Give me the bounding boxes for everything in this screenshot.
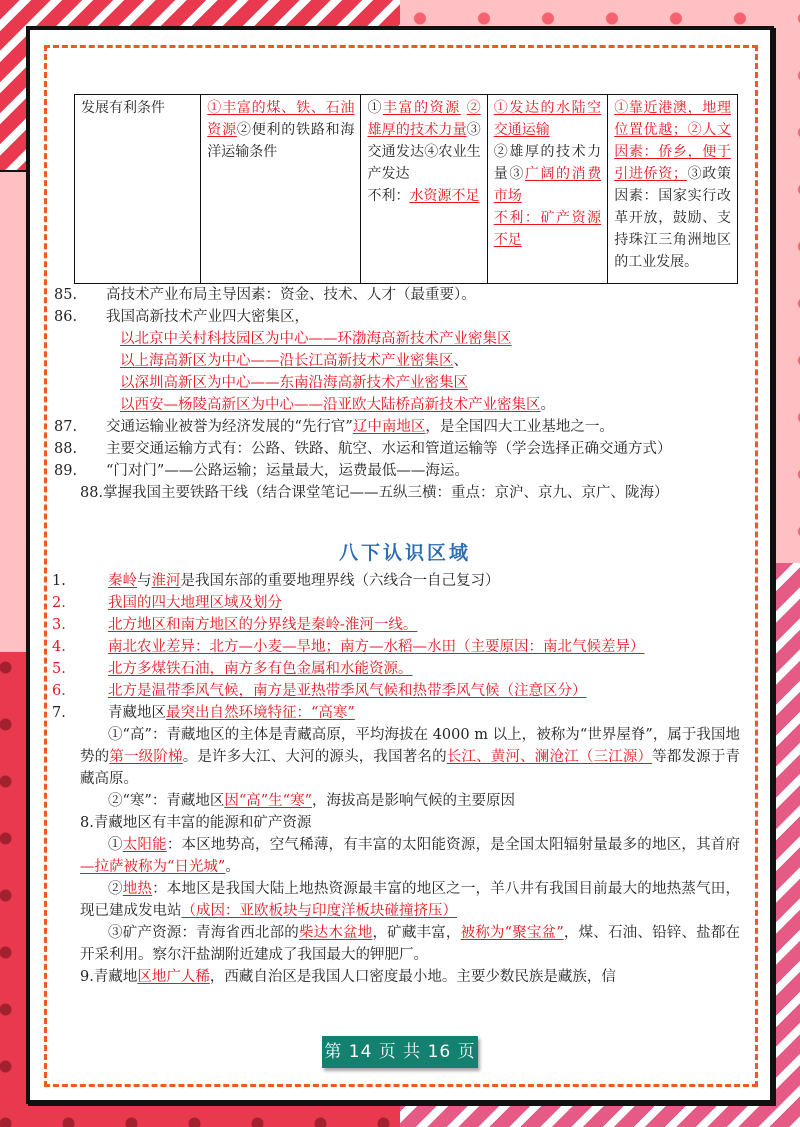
item-text: ②“寒”：青藏地区: [108, 793, 225, 809]
red-highlight: 淮河: [151, 573, 181, 589]
table-cell-4: [608, 95, 738, 284]
red-highlight: 北方地区和南方地区的分界线是秦岭-淮河一线。: [108, 617, 418, 633]
red-highlight: 因“高”生“寒”: [224, 793, 312, 809]
region-item-1: [52, 570, 740, 592]
red-highlight: 南北农业差异：北方—小麦—旱地；南方—水稻—水田（主要原因：南北气候差异）: [108, 639, 645, 655]
region-item-2: [52, 592, 740, 614]
item-number: 3.: [52, 617, 66, 633]
red-highlight: 秦岭: [108, 573, 137, 589]
red-highlight: （成因：亚欧板块与印度洋板块碰撞挤压）: [181, 903, 457, 919]
red-highlight: 以北京中关村科技园区为中心——环渤海高新技术产业密集区: [120, 331, 512, 347]
region-item-3: [52, 614, 740, 636]
item-text: 9.青藏地: [80, 969, 138, 985]
region-item-7: [52, 702, 740, 724]
item-text: ①“高”：青藏地区的主体是青藏高原，平均海拔在 4000 m 以上，被称为“世界屋脊”，属于我国地势的: [80, 727, 740, 765]
red-highlight: 以上海高新区为中心——沿长江高新技术产业密集区: [120, 353, 454, 369]
industrial-base-table: [74, 94, 738, 284]
item-text: ，煤、石油、铅锌、盐都在开采利用。察尔汗盐湖附近建成了我国最大的钾肥厂。: [80, 925, 741, 963]
region-notes: [52, 570, 741, 988]
red-highlight: ①发达的水陆空交通运输: [493, 100, 602, 138]
red-highlight: 辽中南地区: [352, 419, 426, 435]
region-item-5: [52, 658, 740, 680]
item-number: 85.: [54, 287, 78, 303]
item-text: 主要交通运输方式有：公路、铁路、航空、水运和管道运输等（学会选择正确交通方式）: [106, 441, 672, 457]
item-text: 我国高新技术产业四大密集区，: [106, 309, 309, 325]
table-cell-label: [75, 95, 201, 284]
red-highlight: ①丰富的煤、铁、石油资源: [207, 100, 355, 138]
item-number: 5.: [52, 661, 66, 677]
region-item-6: [52, 680, 740, 702]
cell-text: 不利：: [367, 188, 410, 204]
red-highlight: 北方是温带季风气候，南方是亚热带季风气候和热带季风气候（注意区分）: [108, 683, 587, 699]
paragraph-geothermal: [80, 878, 740, 922]
red-highlight: 我国的四大地理区域及划分: [108, 595, 282, 611]
table-cell-2: [361, 95, 487, 284]
cell-text: ①: [367, 100, 384, 116]
item-text: ，海拔高是影响气候的主要原因: [311, 793, 515, 809]
item-number: 4.: [52, 639, 66, 655]
item-text: ，矿藏丰富，: [372, 925, 461, 941]
red-highlight: 广阔的消费市场: [493, 166, 602, 204]
item-number: 6.: [52, 683, 66, 699]
item-text: 青藏地区: [108, 705, 166, 721]
red-highlight: 被称为“聚宝盆”: [460, 925, 564, 941]
red-highlight: 区地广人稀: [137, 969, 210, 985]
note-88: [54, 438, 740, 460]
item-text: ：本区地势高，空气稀薄，有丰富的太阳能资源，是全国太阳辐射量最多的地区，其首府: [166, 837, 740, 853]
red-highlight: 地热: [122, 881, 153, 897]
red-highlight: 不利：矿产资源不足: [493, 210, 602, 248]
note-87: [54, 416, 740, 438]
item-9: [80, 966, 740, 988]
cell-text: ②便利的铁路和海洋运输条件: [207, 122, 355, 160]
item-text: 。是许多大江、大河的源头，我国著名的: [182, 749, 447, 765]
document-body: [52, 94, 741, 988]
table-cell-3: [487, 95, 607, 284]
page-number-badge: 第 14 页 共 16 页: [322, 1036, 478, 1068]
red-highlight: 水资源不足: [409, 188, 480, 204]
item-number: 89.: [54, 463, 78, 479]
red-highlight: 最突出自然环境特征：“高寒”: [166, 705, 355, 721]
note-89: [54, 460, 740, 482]
item-number: 7.: [52, 705, 66, 721]
note-86: [54, 306, 740, 328]
item-text: ，西藏自治区是我国人口密度最小地。主要少数民族是藏族，信: [209, 969, 616, 985]
item-text: “门对门”——公路运输；运量最大，运费最低——海运。: [106, 463, 469, 479]
red-highlight: 长江、黄河、澜沧江（三江源）: [446, 749, 653, 765]
item-number: 86.: [54, 309, 78, 325]
item-text: 、: [453, 353, 468, 369]
table-cell-1: [201, 95, 361, 284]
item-text: ③矿产资源：青海省西北部的: [108, 925, 299, 941]
item-number: 88.: [54, 441, 78, 457]
numbered-notes: [54, 284, 740, 504]
item-text: 交通运输业被誉为经济发展的“先行官”: [106, 419, 353, 435]
red-highlight: 以深圳高新区为中心——东南沿海高新技术产业密集区: [120, 375, 468, 391]
item-8-heading: 8.青藏地区有丰富的能源和矿产资源: [80, 815, 312, 831]
item-text: ②: [108, 881, 123, 897]
red-highlight: 以西安—杨陵高新区为中心——沿亚欧大陆桥高新技术产业密集区: [120, 397, 541, 413]
item-number: 1.: [52, 573, 66, 589]
item-text: ，是全国四大工业基地之一。: [425, 419, 614, 435]
paragraph-high: [80, 724, 740, 790]
red-highlight: 第一级阶梯: [109, 749, 183, 765]
paragraph-solar: [80, 834, 740, 878]
item-text: 是我国东部的重要地理界线（六线合一自己复习）: [180, 573, 500, 589]
table-row: [75, 95, 738, 284]
cell-text: ②雄厚的技术力量③: [493, 144, 602, 182]
item-text: 高技术产业布局主导因素：资金、技术、人才（最重要）。: [106, 287, 476, 303]
zone-line: [80, 350, 740, 372]
item-text: 。: [540, 397, 555, 413]
section-title: 八下认识区域: [338, 542, 471, 564]
item-text: 与: [137, 573, 152, 589]
item-text: 。: [225, 859, 240, 875]
red-highlight: ①靠近港澳，地理位置优越；②人文因素：侨乡，便于引进侨资；: [614, 100, 731, 182]
red-highlight: 柴达木盆地: [298, 925, 373, 941]
red-highlight: —拉萨被称为“日光城”: [80, 859, 226, 875]
row-label: 发展有利条件: [81, 100, 165, 116]
red-highlight: 太阳能: [122, 837, 167, 853]
paragraph-cold: [80, 790, 740, 812]
item-text: 等都发源于青藏高原。: [80, 749, 741, 787]
item-text: ：本地区是我国大陆上地热资源最丰富的地区之一，羊八井有我国目前最大的地热蒸气田，现已建成发电站: [80, 881, 740, 919]
region-item-4: [52, 636, 740, 658]
cell-text: ③政策因素：国家实行改革开放，鼓励、支持珠江三角洲地区的工业发展。: [614, 166, 731, 270]
zone-line: [80, 372, 740, 394]
red-highlight: ②雄厚的技术力量: [367, 100, 481, 138]
zone-line: [80, 328, 740, 350]
zone-line: [80, 394, 740, 416]
pink-band-left: [0, 170, 26, 652]
paragraph-minerals: [80, 922, 740, 966]
item-number: 87.: [54, 419, 78, 435]
red-highlight: 丰富的资源: [383, 100, 461, 116]
red-highlight: 北方多煤铁石油，南方多有色金属和水能资源。: [108, 661, 413, 677]
item-text: ①: [108, 837, 123, 853]
item-number: 2.: [52, 595, 66, 611]
note-88-railways: 88.掌握我国主要铁路干线（结合课堂笔记——五纵三横：重点：京沪、京九、京广、陇海）: [80, 485, 669, 501]
cell-text: ③交通发达④农业生产发达: [367, 122, 481, 182]
note-85: [54, 284, 740, 306]
